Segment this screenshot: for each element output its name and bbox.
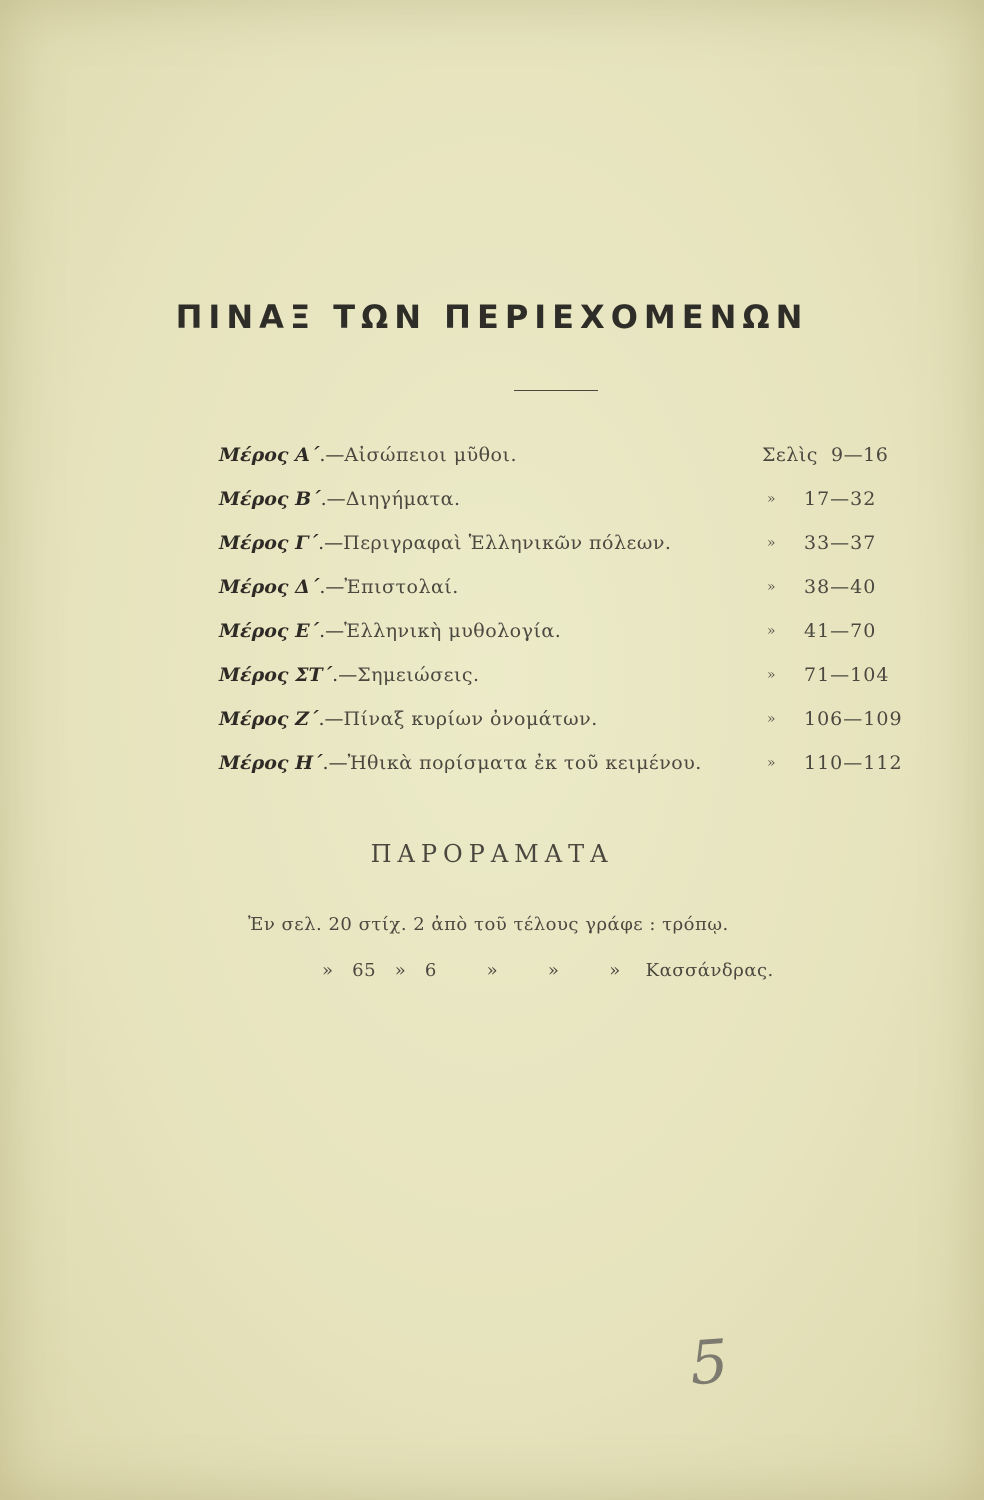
toc-page-range: 38—40	[804, 576, 877, 598]
toc-part-title: Ἑλληνικὴ μυθολογία.	[344, 620, 562, 642]
handwritten-page-number: 5	[687, 1326, 731, 1400]
toc-page-range: 71—104	[804, 664, 890, 686]
ditto-mark: »	[767, 755, 776, 771]
toc-separator: .—	[319, 576, 345, 598]
ditto-mark: »	[767, 535, 776, 551]
toc-separator: .—	[332, 664, 358, 686]
toc-part-label: Μέρος Β΄	[219, 488, 321, 510]
table-of-contents	[219, 440, 919, 792]
ditto-mark: »	[767, 667, 776, 683]
toc-part-title: Διηγήματα.	[345, 488, 461, 510]
toc-part-title: Ἐπιστολαί.	[344, 576, 459, 598]
toc-pages	[762, 440, 888, 470]
toc-part-label: Μέρος Ε΄	[219, 620, 320, 642]
toc-separator: .—	[318, 708, 344, 730]
ditto-mark: »	[767, 491, 776, 507]
toc-part-label: Μέρος Α΄	[219, 444, 320, 466]
toc-row	[219, 748, 919, 792]
toc-page-range: 110—112	[804, 752, 903, 774]
errata-heading: ΠΑΡΟΡΑΜΑΤΑ	[370, 840, 614, 868]
toc-part-title: Ἠθικὰ πορίσματα ἐκ τοῦ κειμένου.	[347, 752, 702, 774]
toc-row	[219, 616, 919, 660]
ditto-mark: »	[767, 579, 776, 595]
toc-part-label: Μέρος Δ΄	[219, 576, 320, 598]
toc-row	[219, 704, 919, 748]
toc-part-title: Σημειώσεις.	[357, 664, 480, 686]
page-title: ΠΙΝΑΞ ΤΩΝ ΠΕΡΙΕΧΟΜΕΝΩΝ	[175, 298, 809, 336]
errata-line: » 65 » 6 » » » Κασσάνδρας.	[322, 960, 774, 981]
title-divider	[514, 390, 598, 391]
toc-part-title: Περιγραφαὶ Ἑλληνικῶν πόλεων.	[343, 532, 672, 554]
toc-separator: .—	[320, 488, 346, 510]
toc-page-range: 33—37	[804, 532, 877, 554]
toc-part-title: Αἰσώπειοι μῦθοι.	[344, 444, 517, 466]
toc-separator: .—	[319, 444, 345, 466]
toc-row	[219, 528, 919, 572]
toc-row	[219, 484, 919, 528]
toc-row	[219, 440, 919, 484]
toc-separator: .—	[322, 752, 348, 774]
errata-line: Ἐν σελ. 20 στίχ. 2 ἀπὸ τοῦ τέλους γράφε : τρόπῳ.	[248, 914, 729, 935]
toc-page-range: 106—109	[804, 708, 903, 730]
toc-part-label: Μέρος ΣΤ΄	[219, 664, 333, 686]
toc-page-range: 17—32	[804, 488, 877, 510]
toc-part-label: Μέρος Ζ΄	[219, 708, 319, 730]
ditto-mark: »	[767, 711, 776, 727]
toc-part-label: Μέρος Γ΄	[219, 532, 319, 554]
pages-header: Σελὶς	[762, 444, 818, 466]
toc-page-range: 41—70	[804, 620, 877, 642]
toc-page-range: 9—16	[831, 444, 889, 466]
toc-row	[219, 660, 919, 704]
toc-part-title: Πίναξ κυρίων ὀνομάτων.	[343, 708, 598, 730]
toc-row	[219, 572, 919, 616]
toc-separator: .—	[319, 620, 345, 642]
toc-separator: .—	[318, 532, 344, 554]
ditto-mark: »	[767, 623, 776, 639]
toc-part-label: Μέρος Η΄	[219, 752, 323, 774]
